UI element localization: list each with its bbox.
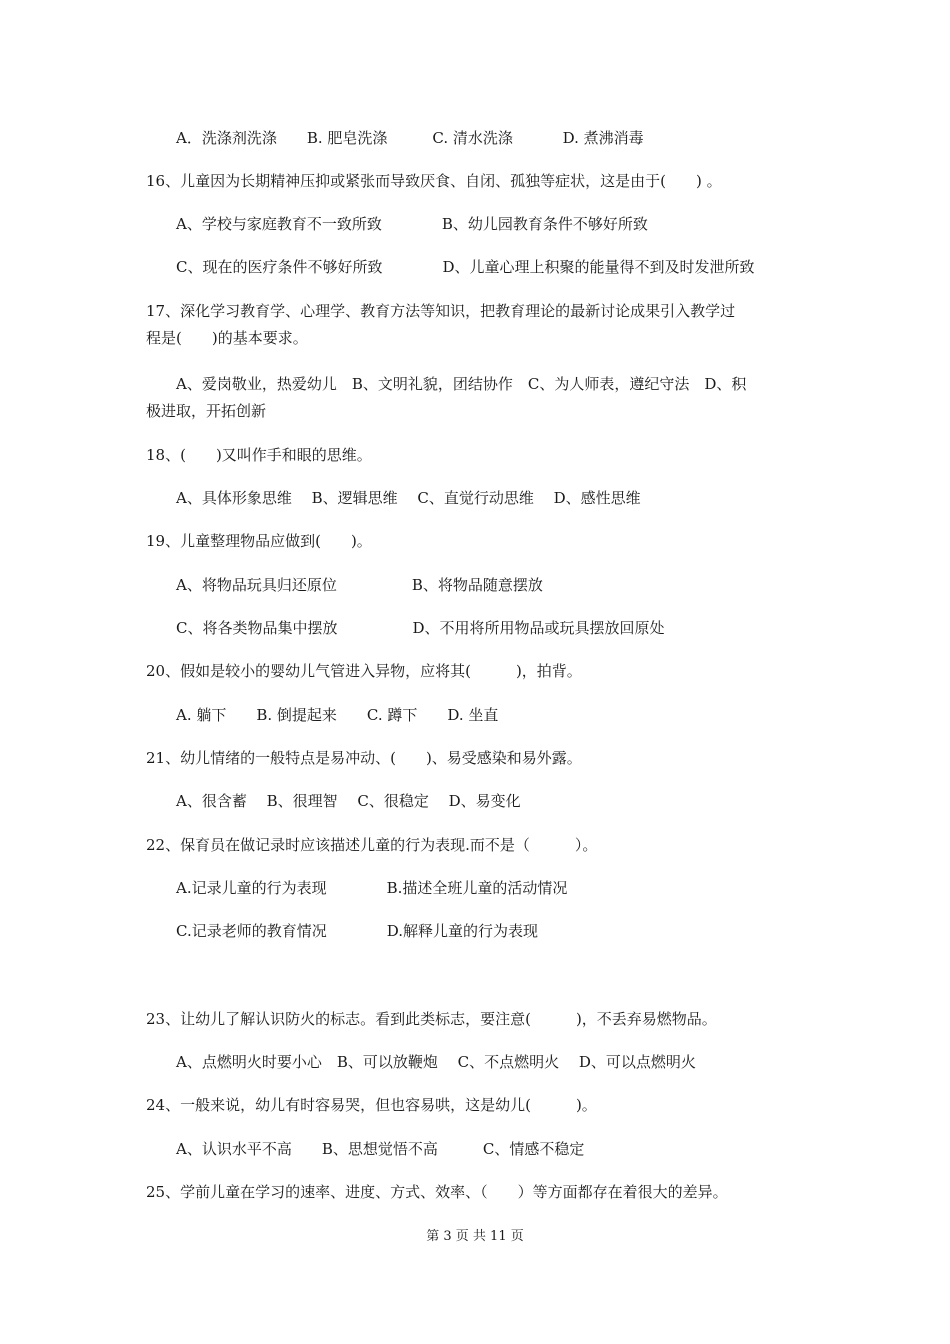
q16-question: 16、儿童因为长期精神压抑或紧张而导致厌食、自闭、孤独等症状，这是由于( ) 。	[146, 172, 722, 190]
page-footer: 第 3 页 共 11 页	[426, 1229, 524, 1244]
q16-options-ab: A、学校与家庭教育不一致所致 B、幼儿园教育条件不够好所致	[176, 215, 648, 233]
q18-question: 18、( )又叫作手和眼的思维。	[146, 446, 372, 464]
q22-options-ab: A.记录儿童的行为表现 B.描述全班儿童的活动情况	[176, 879, 568, 897]
q19-question: 19、儿童整理物品应做到( )。	[146, 532, 372, 550]
q25-question: 25、学前儿童在学习的速率、进度、方式、效率、（ ）等方面都存在着很大的差异。	[146, 1183, 728, 1201]
q17-question-line2: 程是( )的基本要求。	[146, 329, 308, 347]
q22-question: 22、保育员在做记录时应该描述儿童的行为表现.而不是（ ）。	[146, 836, 598, 854]
q23-question: 23、让幼儿了解认识防火的标志。看到此类标志，要注意( )，不丢弃易燃物品。	[146, 1010, 717, 1028]
q24-question: 24、一般来说，幼儿有时容易哭，但也容易哄，这是幼儿( )。	[146, 1096, 597, 1114]
q17-question-line1: 17、深化学习教育学、心理学、教育方法等知识，把教育理论的最新讨论成果引入教学过	[146, 302, 736, 320]
q23-options: A、点燃明火时要小心 B、可以放鞭炮 C、不点燃明火 D、可以点燃明火	[176, 1053, 696, 1071]
q18-options: A、具体形象思维 B、逻辑思维 C、直觉行动思维 D、感性思维	[176, 489, 641, 507]
q20-question: 20、假如是较小的婴幼儿气管进入异物，应将其( )，拍背。	[146, 662, 582, 680]
q17-options-line1: A、爱岗敬业，热爱幼儿 B、文明礼貌，团结协作 C、为人师表，遵纪守法 D、积	[176, 375, 747, 393]
q22-options-cd: C.记录老师的教育情况 D.解释儿童的行为表现	[176, 922, 538, 940]
q24-options: A、认识水平不高 B、思想觉悟不高 C、情感不稳定	[176, 1140, 585, 1158]
q20-options: A. 躺下 B. 倒提起来 C. 蹲下 D. 坐直	[176, 706, 499, 724]
q21-question: 21、幼儿情绪的一般特点是易冲动、( )、易受感染和易外露。	[146, 749, 582, 767]
q17-options-line2: 极进取，开拓创新	[146, 402, 267, 420]
q21-options: A、很含蓄 B、很理智 C、很稳定 D、易变化	[176, 792, 521, 810]
q19-options-ab: A、将物品玩具归还原位 B、将物品随意摆放	[176, 576, 543, 594]
q15-options: A．洗涤剂洗涤 B. 肥皂洗涤 C. 清水洗涤 D. 煮沸消毒	[176, 129, 644, 147]
q16-options-cd: C、现在的医疗条件不够好所致 D、儿童心理上积聚的能量得不到及时发泄所致	[176, 258, 755, 276]
q19-options-cd: C、将各类物品集中摆放 D、不用将所用物品或玩具摆放回原处	[176, 619, 665, 637]
